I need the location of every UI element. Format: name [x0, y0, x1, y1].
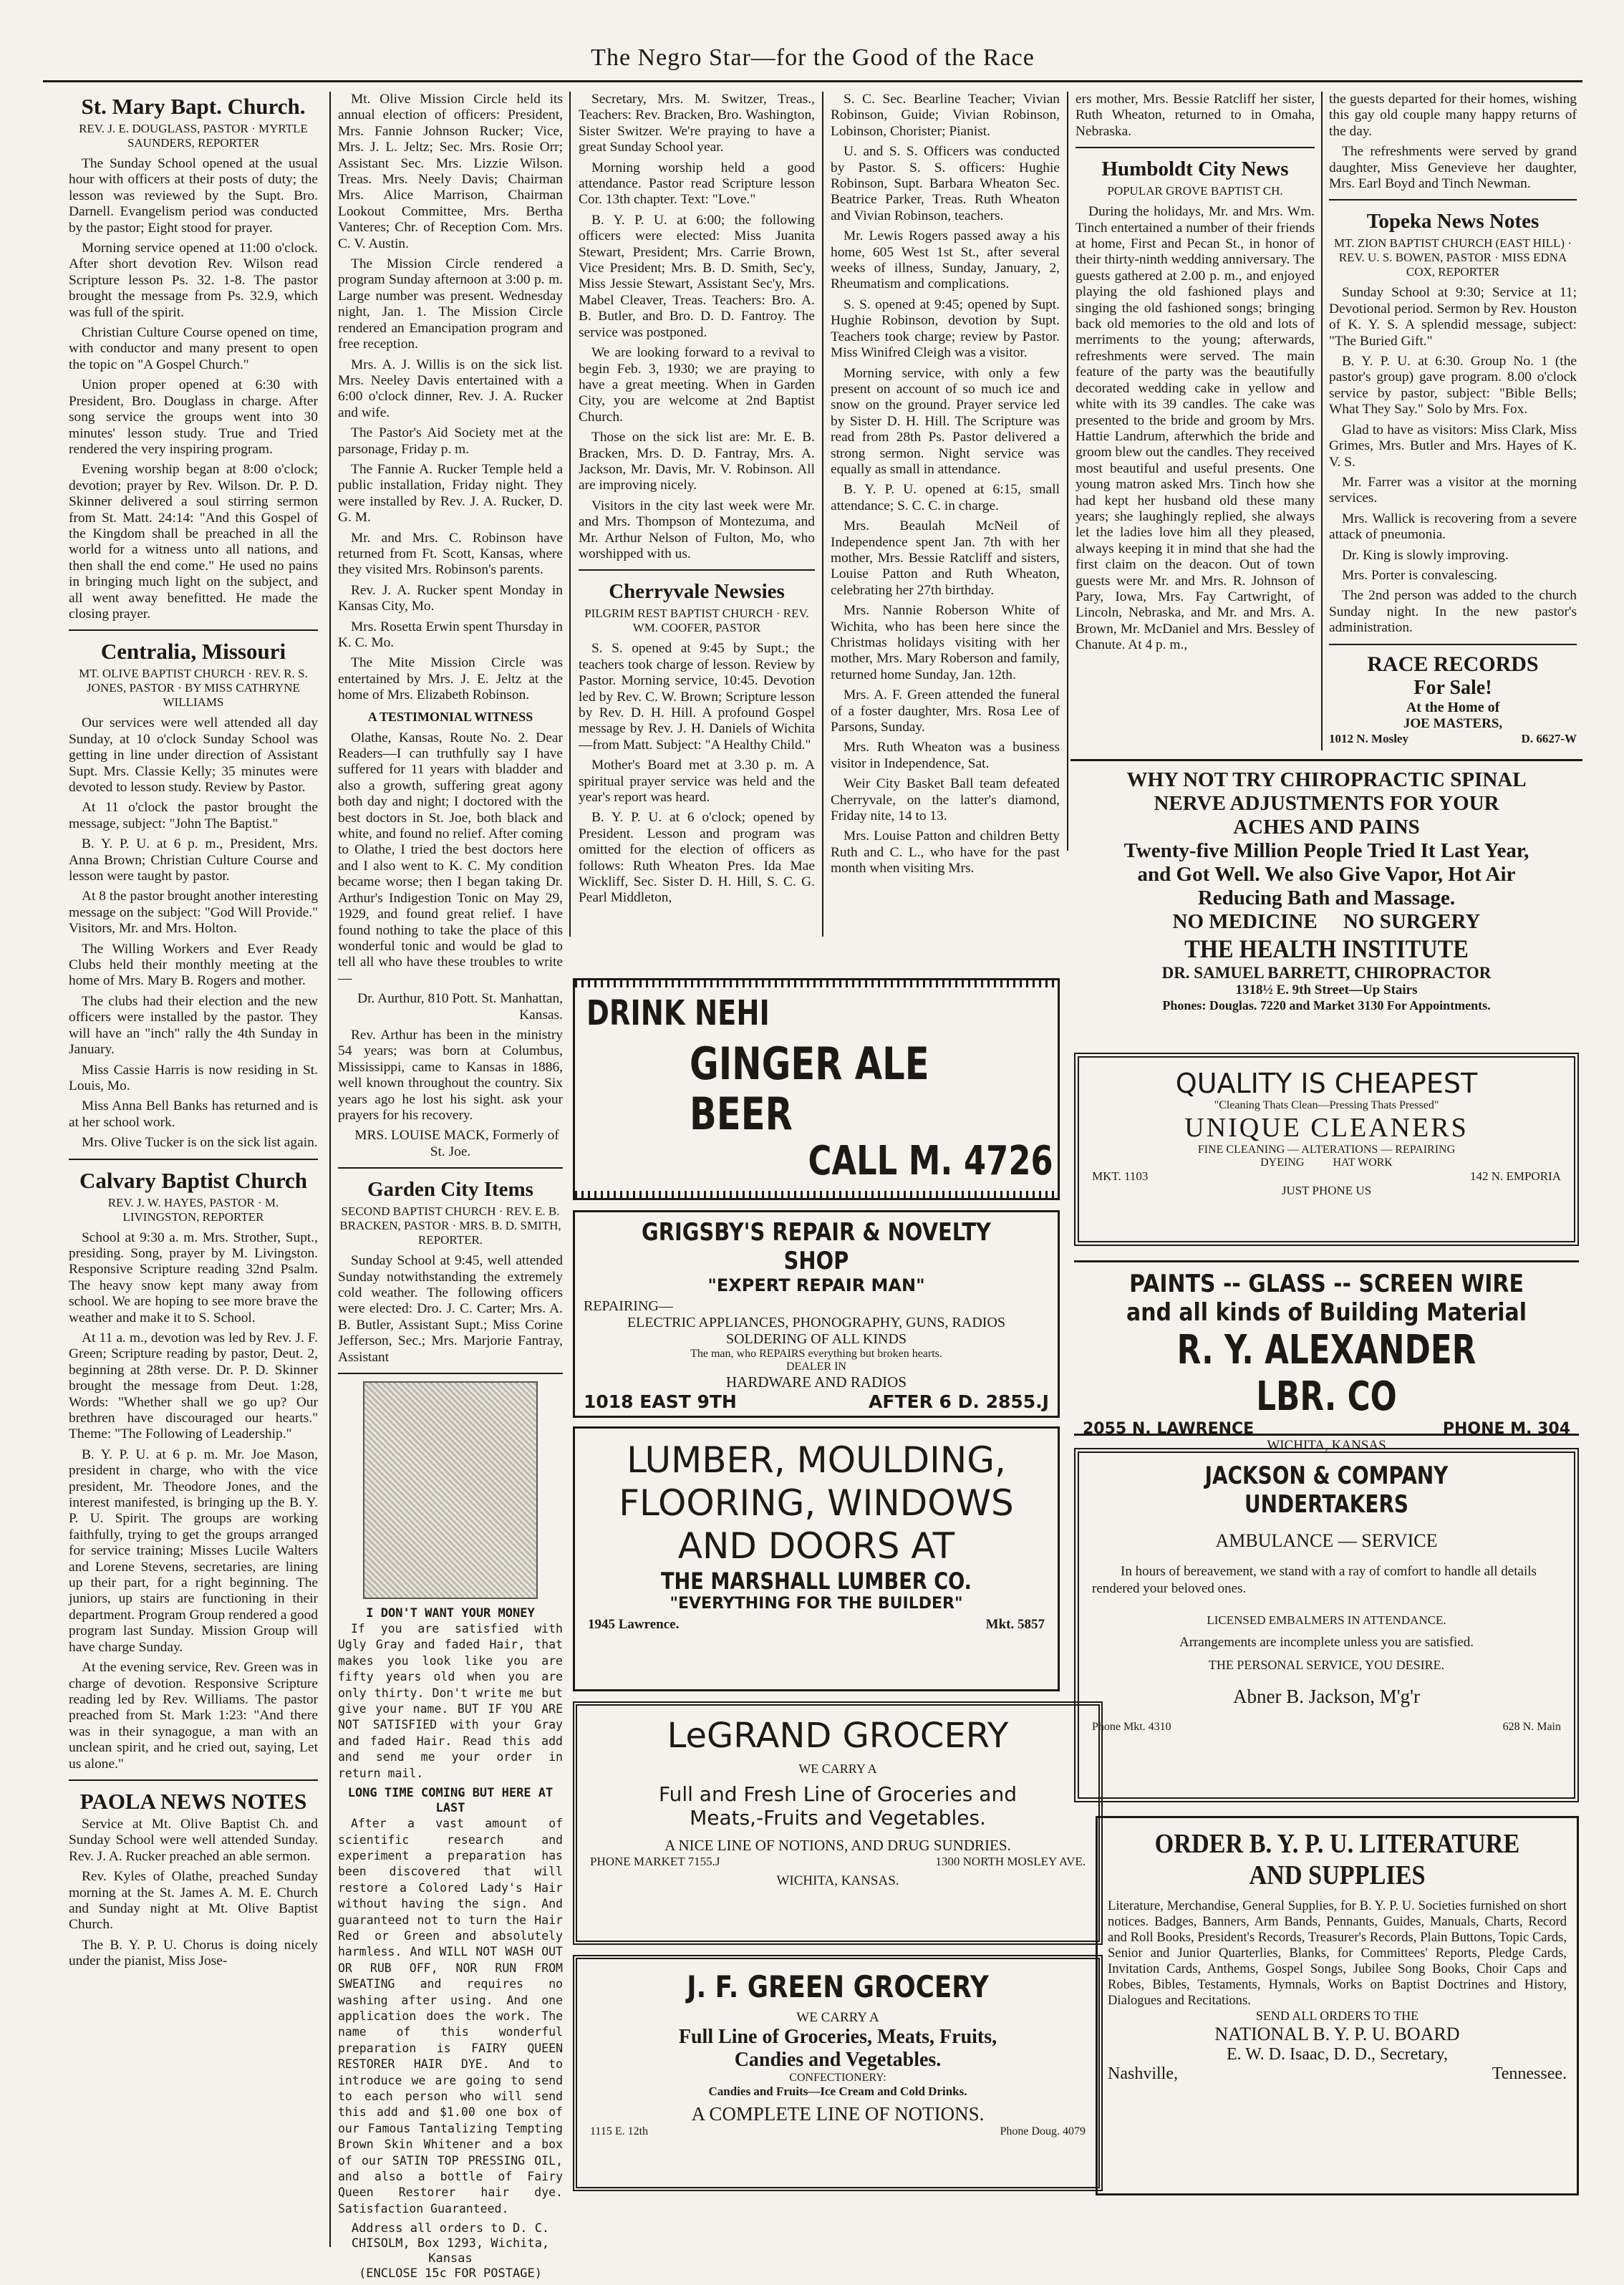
legrand-line-1: Full and Fresh Line of Groceries and	[659, 1782, 1017, 1806]
paragraph: Dr. Aurthur, 810 Pott. St. Manhattan, Kansas.	[357, 991, 563, 1023]
grigsby-ad	[573, 1210, 1060, 1418]
jackson-phone: Phone Mkt. 4310	[1092, 1721, 1171, 1733]
race-records-address: 1012 N. Mosley	[1329, 731, 1408, 745]
bypu-state: Tennessee.	[1492, 2064, 1567, 2083]
paragraph: Rev. Kyles of Olathe, preached Sunday morning at the St. James A. M. E. Church and Sunday night at Mt. Olive Baptist Church.	[69, 1869, 318, 1933]
section-rule	[69, 1159, 318, 1160]
garden-city-title: Garden City Items	[367, 1178, 533, 1202]
paragraph: Mrs. Beaulah McNeil of Independence spent Jan. 7th with her mother, Mrs. Bessie Ratcliff and sisters, Louise Patton and Ruth Wheaton, celebrating her 27th birthday.	[831, 518, 1060, 598]
hair-ad-heading-2: LONG TIME COMING BUT HERE AT LAST	[347, 1786, 554, 1816]
section-rule	[69, 1779, 318, 1781]
ginger-ale-line-1: DRINK NEHI	[586, 993, 770, 1033]
paragraph: B. Y. P. U. at 6:30. Group No. 1 (the pastor's group) gave program. 8.00 o'clock service by pastor, subject: "Bible Bells; What They Say." Solo by Mrs. Fox.	[1329, 354, 1577, 417]
paragraph: The B. Y. P. U. Chorus is doing nicely under the pianist, Miss Jose-	[69, 1937, 318, 1969]
chiro-line-6: Reducing Bath and Massage.	[1197, 887, 1456, 909]
paragraph: The Fannie A. Rucker Temple held a public installation, Friday night. They were installed by Rev. J. A. Rucker, D. G. M.	[338, 461, 563, 526]
paragraph: Mr. Lewis Rogers passed away a his home, 605 West 1st St., after several weeks of illness, Sunday, January, 2, Rheumatism and complications.	[831, 228, 1060, 292]
paragraph: the guests departed for their homes, wishing this gay old couple many happy returns of the day.	[1329, 92, 1577, 139]
paragraph: The Pastor's Aid Society met at the parsonage, Friday p. m.	[338, 425, 563, 457]
paragraph: Mrs. Nannie Roberson White of Wichita, who has been here since the Christmas holidays visiting with her mother, Mrs. Mary Roberson and family, returned home Sunday, Jan. 12th.	[831, 603, 1060, 682]
paragraph: Morning worship held a good attendance. Pastor read Scripture lesson Cor. 13th chapter. Text: "Love."	[579, 160, 815, 208]
bypu-board: NATIONAL B. Y. P. U. BOARD	[1214, 2024, 1460, 2044]
paragraph: The 2nd person was added to the church Sunday night. In the new pastor's administration.	[1329, 588, 1577, 636]
cleaners-contact	[1092, 1169, 1561, 1184]
paragraph: Mt. Olive Mission Circle held its annual election of officers: President, Mrs. Fannie Johnson Rucker; Vice, Mrs. J. L. Jeltz; Sec. Mrs. Rosie Orr; Assistant Sec. Mrs. Lizzie Wilson. Treas. Mrs. Neely Davis; Chairman Mrs. Alice Marrison, Chairman Lookout Committee, Mrs. Bertha Vanteres; Chr. of Reception Com. Mrs. C. V. Austin.	[338, 92, 563, 251]
lumber-line-3: AND DOORS AT	[677, 1525, 955, 1567]
paragraph: The clubs had their election and the new officers were installed by the pastor. They will have an "inch" rally the 4th Sunday in January.	[69, 993, 318, 1058]
chiro-line-7: NO MEDICINE NO SURGERY	[1172, 910, 1481, 933]
alexander-name: R. Y. ALEXANDER LBR. CO	[1176, 1327, 1476, 1420]
cleaners-services: FINE CLEANING — ALTERATIONS — REPAIRING	[1197, 1144, 1456, 1156]
column-4	[831, 92, 1060, 937]
paragraph: Union proper opened at 6:30 with President, Bro. Douglass in charge. After song service the groups went into 30 minutes' lesson study. True and Tried rendered the very inspiring program.	[69, 377, 318, 457]
alexander-lumber-ad	[1074, 1260, 1579, 1453]
masthead: The Negro Star—for the Good of the Race	[591, 44, 1035, 71]
chiro-address: 1318½ E. 9th Street—Up Stairs	[1235, 982, 1418, 997]
paragraph: Secretary, Mrs. M. Switzer, Treas., Teachers: Rev. Bracken, Bro. Washington, Sister Switzer. We're praying to have a great Sunday School year.	[579, 92, 815, 155]
jackson-line-1: In hours of bereavement, we stand with a ray of comfort to handle all details rendered your beloved ones.	[1092, 1564, 1537, 1596]
paragraph: Miss Anna Bell Banks has returned and is at her school work.	[69, 1098, 318, 1130]
column-divider	[822, 92, 823, 937]
paragraph: Christian Culture Course opened on time, with conductor and many present to open the topic on "A Gospel Church."	[69, 325, 318, 372]
marshall-lumber-ad	[573, 1426, 1060, 1691]
paragraph: At 11 o'clock the pastor brought the message, subject: "John The Baptist."	[69, 800, 318, 831]
chiro-line-5: and Got Well. We also Give Vapor, Hot Air	[1137, 863, 1516, 886]
grigsby-dealer: DEALER IN	[786, 1361, 846, 1373]
bypu-send: SEND ALL ORDERS TO THE	[1255, 2009, 1419, 2023]
paragraph: Glad to have as visitors: Miss Clark, Miss Grimes, Mrs. Butler and Mrs. Hayes of K. V. S.	[1329, 422, 1577, 470]
paragraph: B. Y. P. U. at 6 p. m. Mr. Joe Mason, president in charge, who with the vice president, Mr. Theodore Jones, and the interest manifested, is bringing up the B. Y. P. U. Spirit. The groups are working faithfully, trying to get the groups arranged for service training; Misses Lucile Walters and Lorene Stevens, secretaries, are lining up their part, for a right beginning. The juniors, up stairs are functioning in their department. Program Group rendered a good program last Sunday. Mission Group will have charge Sunday.	[69, 1446, 318, 1655]
grigsby-address: 1018 EAST 9TH	[584, 1391, 737, 1412]
garden-city-byline: SECOND BAPTIST CHURCH · REV. E. B. BRACKEN, PASTOR · MRS. B. D. SMITH, REPORTER.	[339, 1204, 561, 1247]
chiro-name: THE HEALTH INSTITUTE	[1184, 934, 1469, 963]
legrand-line-3: A NICE LINE OF NOTIONS, AND DRUG SUNDRIES.	[664, 1837, 1011, 1854]
paragraph: Those on the sick list are: Mr. E. B. Bracken, Mrs. D. D. Fantray, Mrs. A. Jackson, Mr. Davis, Mr. V. Robinson. All are improving nicely.	[579, 430, 815, 493]
grigsby-items: ELECTRIC APPLIANCES, PHONOGRAPHY, GUNS, RADIOS	[627, 1315, 1006, 1330]
paragraph: School at 9:30 a. m. Mrs. Strother, Supt., presiding. Song, prayer by M. Livingston. Responsive Scripture reading 32nd Psalm. The heavy snow kept many away from school. We are hoping to see more brave the weather and make it to S. School.	[69, 1230, 318, 1325]
section-rule	[579, 569, 815, 571]
paragraph: Mrs. Wallick is recovering from a severe attack of pneumonia.	[1329, 511, 1577, 543]
section-rule	[69, 629, 318, 631]
paragraph: Weir City Basket Ball team defeated Cherryvale, on the latter's diamond, Friday nite, 14 to 13.	[831, 776, 1060, 824]
paragraph: The Sunday School opened at the usual hour with officers at their posts of duty; the lesson was reviewed by the Supt. Bro. Darnell. Evangelism period was conducted by the pastor; Eight stood for prayer.	[69, 156, 318, 236]
legrand-city: WICHITA, KANSAS.	[776, 1873, 899, 1888]
column-6	[1329, 92, 1577, 750]
section-rule	[1329, 199, 1577, 201]
cleaners-name: UNIQUE CLEANERS	[1184, 1113, 1469, 1143]
paragraph: Morning service, with only a few present on account of so much ice and snow on the ground. Prayer service led by Sister D. H. Hill. The Scripture was read from 28th Ps. Pastor delivered a strong sermon. Night service was equally as small in attendance.	[831, 365, 1060, 477]
paragraph: At 8 the pastor brought another interesting message on the subject: "God Will Provide." Visitors, Mr. and Mrs. Holton.	[69, 889, 318, 937]
paragraph: Dr. King is slowly improving.	[1342, 547, 1509, 563]
lumber-phone: Mkt. 5857	[985, 1617, 1045, 1632]
paragraph: Morning service opened at 11:00 o'clock. After short devotion Rev. Wilson read Scripture lesson Ps. 32. 1-8. The pastor brought the message from Ps. 32.9, which was full of the spirit.	[69, 241, 318, 320]
paragraph: Mrs. Ruth Wheaton was a business visitor in Independence, Sat.	[831, 740, 1060, 771]
chiro-line-2: NERVE ADJUSTMENTS FOR YOUR	[1154, 792, 1499, 815]
masthead-rule	[43, 80, 1582, 82]
st-mary-title: St. Mary Bapt. Church.	[81, 94, 306, 119]
jackson-line-4: THE PERSONAL SERVICE, YOU DESIRE.	[1208, 1658, 1445, 1672]
race-records-phone: D. 6627-W	[1521, 731, 1577, 745]
column-3	[579, 92, 815, 937]
paragraph: We are looking forward to a revival to begin Feb. 3, 1930; we are praying to have a great meeting. When in Garden City, you are welcome at 2nd Baptist Church.	[579, 345, 815, 425]
bypu-literature-ad	[1096, 1816, 1579, 2195]
paragraph: B. Y. P. U. at 6 o'clock; opened by President. Lesson and program was omitted for the election of officers as follows: Ruth Wheaton Pres. Ida Mae Wickliff, Sec. Sister D. H. Hill, S. C. G. Pearl Middleton,	[579, 810, 815, 906]
lumber-contact	[588, 1617, 1045, 1633]
alexander-phone: PHONE M. 304	[1442, 1420, 1570, 1438]
column-divider	[1321, 92, 1323, 750]
humboldt-byline: POPULAR GROVE BAPTIST CH.	[1107, 184, 1283, 198]
column-1	[69, 92, 318, 2269]
bypu-text: Literature, Merchandise, General Supplies, for B. Y. P. U. Societies furnished on short notices. Badges, Banners, Arm Bands, Pennants, Guides, Manuals, Charts, Record and Roll Books, President's Records, Treasurer's Records, Plain Buttons, Topic Cards, Senior and Junior Quarterlies, Blanks, for Committees' Reports, Pledge Cards, Invitation Cards, Anthems, Gospel Songs, Jubilee Song Books, Choir Caps and Robes, Bibles, Testaments, Hymnals, Works on Baptist Doctrines and History, Dialogues and Recitations.	[1108, 1898, 1567, 2008]
race-records-name: JOE MASTERS,	[1403, 715, 1503, 731]
green-contact	[590, 2125, 1086, 2138]
paragraph: Visitors in the city last week were Mr. and Mrs. Thompson of Montezuma, and Mr. Arthur Nelson of Fulton, Mo, who worshipped with us.	[579, 498, 815, 561]
section-rule	[338, 1373, 563, 1374]
paragraph: The Willing Workers and Ever Ready Clubs held their monthly meeting at the home of Mrs. Mary B. Rogers and mother.	[69, 941, 318, 989]
paragraph: Mrs. Olive Tucker is on the sick list again.	[82, 1135, 318, 1151]
humboldt-title: Humboldt City News	[1101, 158, 1289, 181]
paragraph: Mr. Farrer was a visitor at the morning services.	[1329, 474, 1577, 506]
bypu-secretary: E. W. D. Isaac, D. D., Secretary,	[1226, 2045, 1448, 2064]
bypu-city: Nashville,	[1108, 2064, 1178, 2083]
cleaners-line-2: "Cleaning Thats Clean—Pressing Thats Pressed"	[1214, 1099, 1439, 1111]
paragraph: At 11 a. m., devotion was led by Rev. J. F. Green; Scripture reading by pastor, Deut. 2, beginning at 28th verse. Dr. P. D. Skinner brought the message from Deut. 1:28, Words: "Whether shall we go up? Our brethren have discouraged our hearts." Theme: "The Following of Leadership."	[69, 1330, 318, 1442]
chiro-phones: Phones: Douglas. 7220 and Market 3130 For Appointments.	[1162, 998, 1491, 1013]
paragraph: Sunday School at 9:30; Service at 11; Devotional period. Sermon by Rev. Houston of K. Y. S. A splendid message, subject: "The Buried Gift."	[1329, 285, 1577, 349]
paragraph: The Mission Circle rendered a program Sunday afternoon at 3:00 p. m. Large number was present. Wednesday night, Jan. 1. The Mission Circle rendered an Emancipation program and free reception.	[338, 256, 563, 352]
paragraph: Mrs. Porter is convalescing.	[1342, 567, 1498, 583]
legrand-address: 1300 NORTH MOSLEY AVE.	[935, 1855, 1086, 1868]
cleaners-line-1: QUALITY IS CHEAPEST	[1175, 1068, 1478, 1099]
paragraph: Mrs. A. J. Willis is on the sick list. Mrs. Neeley Davis entertained with a 6:00 o'clock dinner, Rev. J. A. Rucker and wife.	[338, 357, 563, 420]
paragraph: Service at Mt. Olive Baptist Ch. and Sunday School were well attended Sunday. Rev. J. A. Rucker preached an able sermon.	[69, 1816, 318, 1864]
legrand-phone: PHONE MARKET 7155.J	[590, 1855, 720, 1868]
paragraph: S. S. opened at 9:45; opened by Supt. Hughie Robinson, devotion by Supt. Teachers took charge; review by Pastor. Miss Winifred Cleigh was a visitor.	[831, 296, 1060, 361]
paragraph: Mrs. A. F. Green attended the funeral of a foster daughter, Mrs. Rosa Lee of Parsons, Sunday.	[831, 687, 1060, 735]
green-phone: Phone Doug. 4079	[1000, 2125, 1086, 2137]
paragraph: The Mite Mission Circle was entertained by Mrs. J. E. Jeltz at the home of Mrs. Elizabeth Robinson.	[338, 655, 563, 703]
green-carry: WE CARRY A	[796, 2010, 879, 2025]
chiro-line-1: WHY NOT TRY CHIROPRACTIC SPINAL	[1126, 768, 1527, 791]
bypu-title: ORDER B. Y. P. U. LITERATURE AND SUPPLIES	[1154, 1829, 1520, 1890]
paragraph: B. Y. P. U. at 6:00; the following officers were elected: Miss Juanita Stewart, President; Mrs. Carrie Brown, Vice President; Mrs. B. D. Smith, Sec'y, Miss Jessie Stewart, Assistant Sec'y, Mrs. Mabel Cleaver, Treas. Teachers: Bro. A. B. Butler, and Bro. D. D. Fantroy. The service was postponed.	[579, 212, 815, 340]
calvary-title: Calvary Baptist Church	[79, 1167, 308, 1193]
legrand-line-2: Meats,-Fruits and Vegetables.	[690, 1806, 986, 1830]
lumber-company-name: THE MARSHALL LUMBER CO.	[660, 1567, 972, 1595]
ginger-ale-phone: CALL M. 4726	[808, 1138, 1053, 1184]
chiro-line-4: Twenty-five Million People Tried It Last Year,	[1123, 839, 1529, 862]
paragraph: Our services were well attended all day Sunday, at 10 o'clock Sunday School was getting in line under direction of Assistant Supt. Mrs. Classie Kelly; 35 minutes were devoted to lesson study. Review by Pastor.	[69, 715, 318, 795]
grigsby-slogan: The man, who REPAIRS everything but broken hearts.	[690, 1348, 942, 1360]
centralia-byline: MT. OLIVE BAPTIST CHURCH · REV. R. S. JONES, PASTOR · BY MISS CATHRYNE WILLIAMS	[79, 667, 308, 710]
lumber-tagline: "EVERYTHING FOR THE BUILDER"	[670, 1595, 963, 1613]
paragraph: Mother's Board met at 3.30 p. m. A spiritual prayer service was held and the year's report was heard.	[579, 758, 815, 806]
cleaners-phone: MKT. 1103	[1092, 1169, 1149, 1183]
grigsby-contact	[584, 1391, 1049, 1412]
section-rule	[338, 1167, 563, 1169]
paragraph: The refreshments were served by grand daughter, Miss Genevieve her daughter, Mrs. Earl Boyd and Tinch Newman.	[1329, 144, 1577, 192]
health-institute-ad	[1070, 759, 1582, 1035]
green-line-2: Candies and Vegetables.	[734, 2049, 942, 2071]
paragraph: Mr. and Mrs. C. Robinson have returned from Ft. Scott, Kansas, where they visited Mrs. Robinson's parents.	[338, 530, 563, 578]
jackson-line-3: Arrangements are incomplete unless you are satisfied.	[1179, 1635, 1474, 1650]
paragraph: U. and S. S. Officers was conducted by Pastor. S. S. officers: Hughie Robinson, Supt. Barbara Wheaton Sec. Beatrice Parker, Treas. Ruth Wheaton and Vivian Robinson, teachers.	[831, 144, 1060, 223]
paragraph: S. S. opened at 9:45 by Supt.; the teachers took charge of lesson. Review by Pastor. Morning service, 10:45. Devotion led by Rev. C. W. Brown; Scripture lesson by Rev. D. H. Hill. A profound Gospel message by Rev. J. H. Daniels of Wichita —from Matt. Subject: "A Healthy Child."	[579, 641, 815, 753]
cleaners-just-phone: JUST PHONE US	[1281, 1184, 1372, 1197]
paragraph: If you are satisfied with Ugly Gray and faded Hair, that makes you look like you are fifty years old when you are only thirty. Don't write me but give your name. BUT IF YOU ARE NOT SATISFIED with your Gray and faded Hair. Read this add and send me your order in return mail.	[338, 1622, 563, 1780]
race-records-title: RACE RECORDS	[1367, 652, 1539, 676]
paragraph: B. Y. P. U. opened at 6:15, small attendance; S. C. C. in charge.	[831, 482, 1060, 513]
paragraph: Olathe, Kansas, Route No. 2. Dear Readers—I can truthfully say I have suffered for 11 years with bladder and also a growth, suffering great agony both day and night; I doctored with the best doctors in St. Joe, both black and white, and found no relief. After coming to Olathe, I tried the best doctors here and I also went to K. C. My condition became worse; then I began taking Dr. Arthur's Indigestion Tonic on May 29, 1929, and found great relief. I have found nothing to take the place of this wonderful tonic and would be glad to tell all who have these troubles to write—	[338, 730, 563, 986]
alexander-city: WICHITA, KANSAS	[1267, 1438, 1386, 1453]
column-divider	[329, 92, 331, 2247]
race-records-at: At the Home of	[1406, 699, 1500, 715]
jackson-undertakers-ad	[1074, 1448, 1579, 1802]
paragraph: MRS. LOUISE MACK, Formerly of St. Joe.	[354, 1128, 559, 1159]
hair-ad-address: Address all orders to D. C. CHISOLM, Box 1293, Wichita, Kansas	[351, 2221, 550, 2266]
paragraph: Evening worship began at 8:00 o'clock; devotion; prayer by Rev. Wilson. Dr. P. D. Skinner delivered a soul stirring sermon from St. Matt. 24:14: "And this Gospel of the Kingdom shall be preached in all the world for a witness unto all nations, and then shall the end come." He used no pains in bringing much light on the subject, and all went away benefitted. He made the closing prayer.	[69, 462, 318, 622]
chiro-line-3: ACHES AND PAINS	[1233, 816, 1420, 839]
paragraph: Miss Cassie Harris is now residing in St. Louis, Mo.	[69, 1062, 318, 1093]
jackson-title: JACKSON & COMPANY UNDERTAKERS	[1204, 1462, 1449, 1519]
race-records-contact	[1329, 732, 1577, 746]
chiro-doctor: DR. SAMUEL BARRETT, CHIROPRACTOR	[1161, 964, 1492, 982]
paragraph: At the evening service, Rev. Green was in charge of devotion. Responsive Scripture reading led by Rev. Williams. The pastor preached from St. Mark 1:23: "And there was in their synagogue, a man with an unclean spirit, and he cried out, saying, Let us alone."	[69, 1660, 318, 1772]
ginger-ale-line-2: GINGER ALE	[690, 1038, 929, 1090]
jackson-ambulance: AMBULANCE — SERVICE	[1215, 1530, 1438, 1551]
paragraph: Rev. J. A. Rucker spent Monday in Kansas City, Mo.	[338, 582, 563, 614]
testimonial-title: A TESTIMONIAL WITNESS	[367, 709, 533, 724]
ginger-ale-line-3: BEER	[690, 1088, 793, 1140]
calvary-byline: REV. J. W. HAYES, PASTOR · M. LIVINGSTON, REPORTER	[107, 1195, 279, 1224]
ginger-ale-ad	[573, 978, 1060, 1200]
advertiser-portrait	[363, 1381, 538, 1599]
legrand-carry: WE CARRY A	[798, 1762, 877, 1776]
grigsby-soldering: SOLDERING OF ALL KINDS	[725, 1331, 907, 1347]
green-title: J. F. GREEN GROCERY	[687, 1969, 989, 2004]
column-2	[338, 92, 563, 2281]
paragraph: Mrs. Rosetta Erwin spent Thursday in K. C. Mo.	[338, 619, 563, 650]
grigsby-tagline: "EXPERT REPAIR MAN"	[707, 1275, 925, 1295]
jackson-contact	[1092, 1721, 1561, 1734]
cleaners-address: 142 N. EMPORIA	[1469, 1169, 1561, 1183]
paragraph: S. C. Sec. Bearline Teacher; Vivian Robinson, Guide; Vivian Robinson, Lobinson, Chorister; Pianist.	[831, 92, 1060, 139]
grigsby-title: GRIGSBY'S REPAIR & NOVELTY SHOP	[642, 1218, 991, 1275]
jackson-line-2: LICENSED EMBALMERS IN ATTENDANCE.	[1207, 1613, 1446, 1627]
lumber-line-2: FLOORING, WINDOWS	[619, 1482, 1014, 1524]
legrand-contact	[590, 1855, 1086, 1869]
green-grocery-ad	[573, 1955, 1103, 2191]
lumber-line-1: LUMBER, MOULDING,	[627, 1439, 1006, 1481]
race-records-sub: For Sale!	[1413, 676, 1492, 699]
bypu-location	[1108, 2064, 1567, 2084]
paragraph: ers mother, Mrs. Bessie Ratcliff her sister, Ruth Wheaton, returned to in Omaha, Nebraska.	[1076, 92, 1315, 139]
cherryvale-byline: PILGRIM REST BAPTIST CHURCH · REV. WM. COOFER, PASTOR	[584, 607, 809, 635]
topeka-byline: MT. ZION BAPTIST CHURCH (EAST HILL) · REV. U. S. BOWEN, PASTOR · MISS EDNA COX, REPORTER	[1334, 236, 1572, 279]
alexander-line-2: and all kinds of Building Material	[1126, 1298, 1527, 1327]
section-rule	[1076, 147, 1315, 148]
paola-title: PAOLA NEWS NOTES	[79, 1788, 307, 1814]
paragraph: During the holidays, Mr. and Mrs. Wm. Tinch entertained a number of their friends at home, First and Pecan St., in honor of their thirty-ninth wedding anniversary. The guests gathered at 2.00 p. m., and enjoyed playing the old fashioned plays and singing the old fashioned songs; bringing back old memories to the old and lots of merriments to the young; afterwards, refreshments were served. The main feature of the party was the beautifully decorated wedding cake in yellow and white with its 39 candles. The cake was presented to the bride and groom by Mrs. Hattie Landrum, afterwhich the bride and groom blew out the candles. They received most beautiful and useful presents. One young matron asked Mrs. Tinch how she had kept her husband old these many years; she laughingly replied, she always let the ladies love him all they pleased, always keeping it in mind that she had the first claim on the deacon. Out of town guests were Mr. and Mrs. R. Johnson of Pary, Iowa, Mrs. Fay Cartwright, of Lincoln, Nebraska, and Mr. and Mrs. A. Brown, Mr. McDaniel and Mrs. Bessley of Chanute. At 4 p. m.,	[1076, 204, 1315, 653]
jackson-address: 628 N. Main	[1502, 1721, 1561, 1733]
alexander-address: 2055 N. LAWRENCE	[1083, 1420, 1255, 1438]
legrand-grocery-ad	[573, 1701, 1103, 1945]
green-line-1: Full Line of Groceries, Meats, Fruits,	[678, 2026, 997, 2048]
centralia-title: Centralia, Missouri	[100, 639, 286, 665]
st-mary-byline: REV. J. E. DOUGLASS, PASTOR · MYRTLE SAUNDERS, REPORTER	[79, 122, 308, 150]
jackson-manager: Abner B. Jackson, M'g'r	[1233, 1686, 1420, 1707]
lumber-address: 1945 Lawrence.	[588, 1617, 680, 1632]
column-divider	[1067, 92, 1068, 851]
section-rule	[1329, 644, 1577, 645]
grigsby-repairing: REPAIRING—	[584, 1298, 673, 1314]
alexander-contact	[1083, 1420, 1570, 1438]
paragraph: Rev. Arthur has been in the ministry 54 years; was born at Columbus, Mississippi, came to Kansas in 1886, well known throughout the country. Six years ago he lost his sight. ask your prayers for his recovery.	[338, 1027, 563, 1123]
paragraph: Sunday School at 9:45, well attended Sunday notwithstanding the extremely cold weather. The following officers were elected: Dro. J. C. Carter; Mrs. A. B. Butler, Assistant Supt.; Miss Corine Jefferson, Sec.; Mrs. Marjorie Fantray, Assistant	[338, 1253, 563, 1365]
column-5	[1076, 92, 1315, 750]
cherryvale-title: Cherryvale Newsies	[609, 580, 785, 604]
grigsby-hardware: HARDWARE AND RADIOS	[725, 1373, 907, 1391]
paragraph: B. Y. P. U. at 6 p. m., President, Mrs. Anna Brown; Christian Culture Course and lesson were taught by pastor.	[69, 836, 318, 884]
alexander-line-1: PAINTS -- GLASS -- SCREEN WIRE	[1129, 1270, 1524, 1298]
green-line-4: A COMPLETE LINE OF NOTIONS.	[691, 2103, 985, 2125]
green-address: 1115 E. 12th	[590, 2125, 649, 2137]
paragraph: After a vast amount of scientific research and experiment a preparation has been discovered that will restore a Colored Lady's Hair without having the sign. And guaranteed not to turn the Hair Red or Green and absolutely harmless. And WILL NOT WASH OUT OR RUB OFF, NOR RUN FROM SWEATING and requires no washing after using. And one application does the work. The name of this wonderful preparation is FAIRY QUEEN RESTORER HAIR DYE. And to introduce we are going to send to each person who will send this add and $1.00 one box of our Famous Tantalizing Tempting Brown Skin Whitener and a box of our SATIN TOP PRESSING OIL, and also a bottle of Fairy Queen Restorer hair dye. Satisfaction Guaranteed.	[338, 1817, 563, 2216]
hair-ad-postage: (ENCLOSE 15c FOR POSTAGE)	[359, 2266, 542, 2281]
green-confectionery: CONFECTIONERY:	[789, 2072, 886, 2084]
cleaners-dye: DYEING HAT WORK	[1260, 1156, 1393, 1169]
column-divider	[569, 92, 571, 937]
unique-cleaners-ad	[1074, 1053, 1579, 1246]
green-line-3: Candies and Fruits—Ice Cream and Cold Drinks.	[708, 2084, 967, 2098]
legrand-title: LeGRAND GROCERY	[667, 1716, 1009, 1756]
paragraph: Mrs. Louise Patton and children Betty Ruth and C. L., who have for the past month when visiting Mrs.	[831, 829, 1060, 876]
grigsby-phone: AFTER 6 D. 2855.J	[869, 1391, 1049, 1412]
topeka-title: Topeka News Notes	[1366, 210, 1540, 233]
hair-ad-heading: I DON'T WANT YOUR MONEY	[366, 1606, 535, 1621]
